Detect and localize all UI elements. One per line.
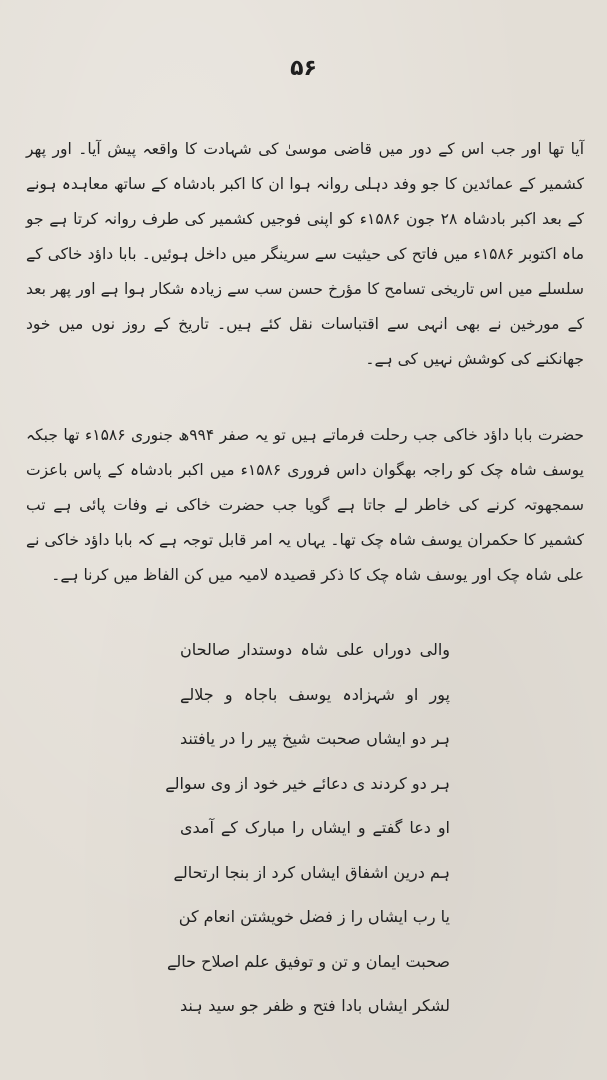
poem-verse: یا رب ایشاں را ز فضل خویشتن انعام کن [178,907,450,926]
paragraph-2 [26,418,584,593]
poem-verse: لشکر ایشاں بادا فتح و ظفر جو سید ہند [180,996,450,1015]
poem-verse: صحبت ایمان و تن و توفیق علم اصلاح حالے [167,951,450,971]
poem-verse: ہر دو کردند ی دعائے خیر خود از وی سوالے [165,773,450,793]
poem-verses [165,628,450,1029]
poem-verse: ہم درین اشفاق ایشاں کرد از بنجا ارتحالے [173,862,450,882]
poem-verse: ہر دو ایشاں صحبت شیخ پیر را در یافتند [180,729,450,748]
poem-verse: والی دوراں علی شاہ دوستدار صالحان [180,640,450,659]
paragraph-1 [26,132,584,377]
paragraph-1-text: آیا تھا اور جب اس کے دور میں قاضی موسیٰ کی شہادت کا واقعہ پیش آیا۔ اور پھر کشمیر کے عمائدین کا جو وفد دہلی روانہ ہوا ان کا اکبر بادشاہ کے ساتھ معاہدہ ہونے کے بعد اکبر بادشاہ ۲۸ جون ۱۵۸۶ء کو اپنی فوجیں کشمیر کی طرف روانہ کرتا ہے جو ماہ اکتوبر ۱۵۸۶ء میں فاتح کی حیثیت سے سرینگر میں داخل ہوئیں۔ بابا داؤد خاکی کے سلسلے میں اس تاریخی تسامح کا مؤرخ حسن سب سے زیادہ شکار ہوا ہے اور پھر بعد کے مورخین نے بھی انہی سے اقتباسات نقل کئے ہیں۔ تاریخ کے روز نوں میں خود جھانکنے کی کوشش نہیں کی ہے۔ [26,140,584,368]
page-number: ۵۶ [290,56,317,81]
poem-verse: پور او شہزادہ یوسف باجاہ و جلالے [180,684,450,704]
poem-verse: او دعا گفتے و ایشاں را مبارک کے آمدی [180,818,450,837]
paragraph-2-text: حضرت بابا داؤد خاکی جب رحلت فرماتے ہیں تو یہ صفر ۹۹۴ھ جنوری ۱۵۸۶ء تھا جبکہ یوسف شاہ چک کو راجہ بھگوان داس فروری ۱۵۸۶ء میں اکبر بادشاہ کے پاس باعزت سمجھوتہ کرنے کی خاطر لے جاتا ہے گویا جب حضرت خاکی نے وفات پائی ہے تب کشمیر کا حکمران یوسف شاہ چک تھا۔ یہاں یہ امر قابل توجہ ہے کہ بابا داؤد خاکی نے علی شاہ چک اور یوسف شاہ چک کا ذکر قصیدہ لامیہ میں کن الفاظ میں کرنا ہے۔ [26,426,584,584]
